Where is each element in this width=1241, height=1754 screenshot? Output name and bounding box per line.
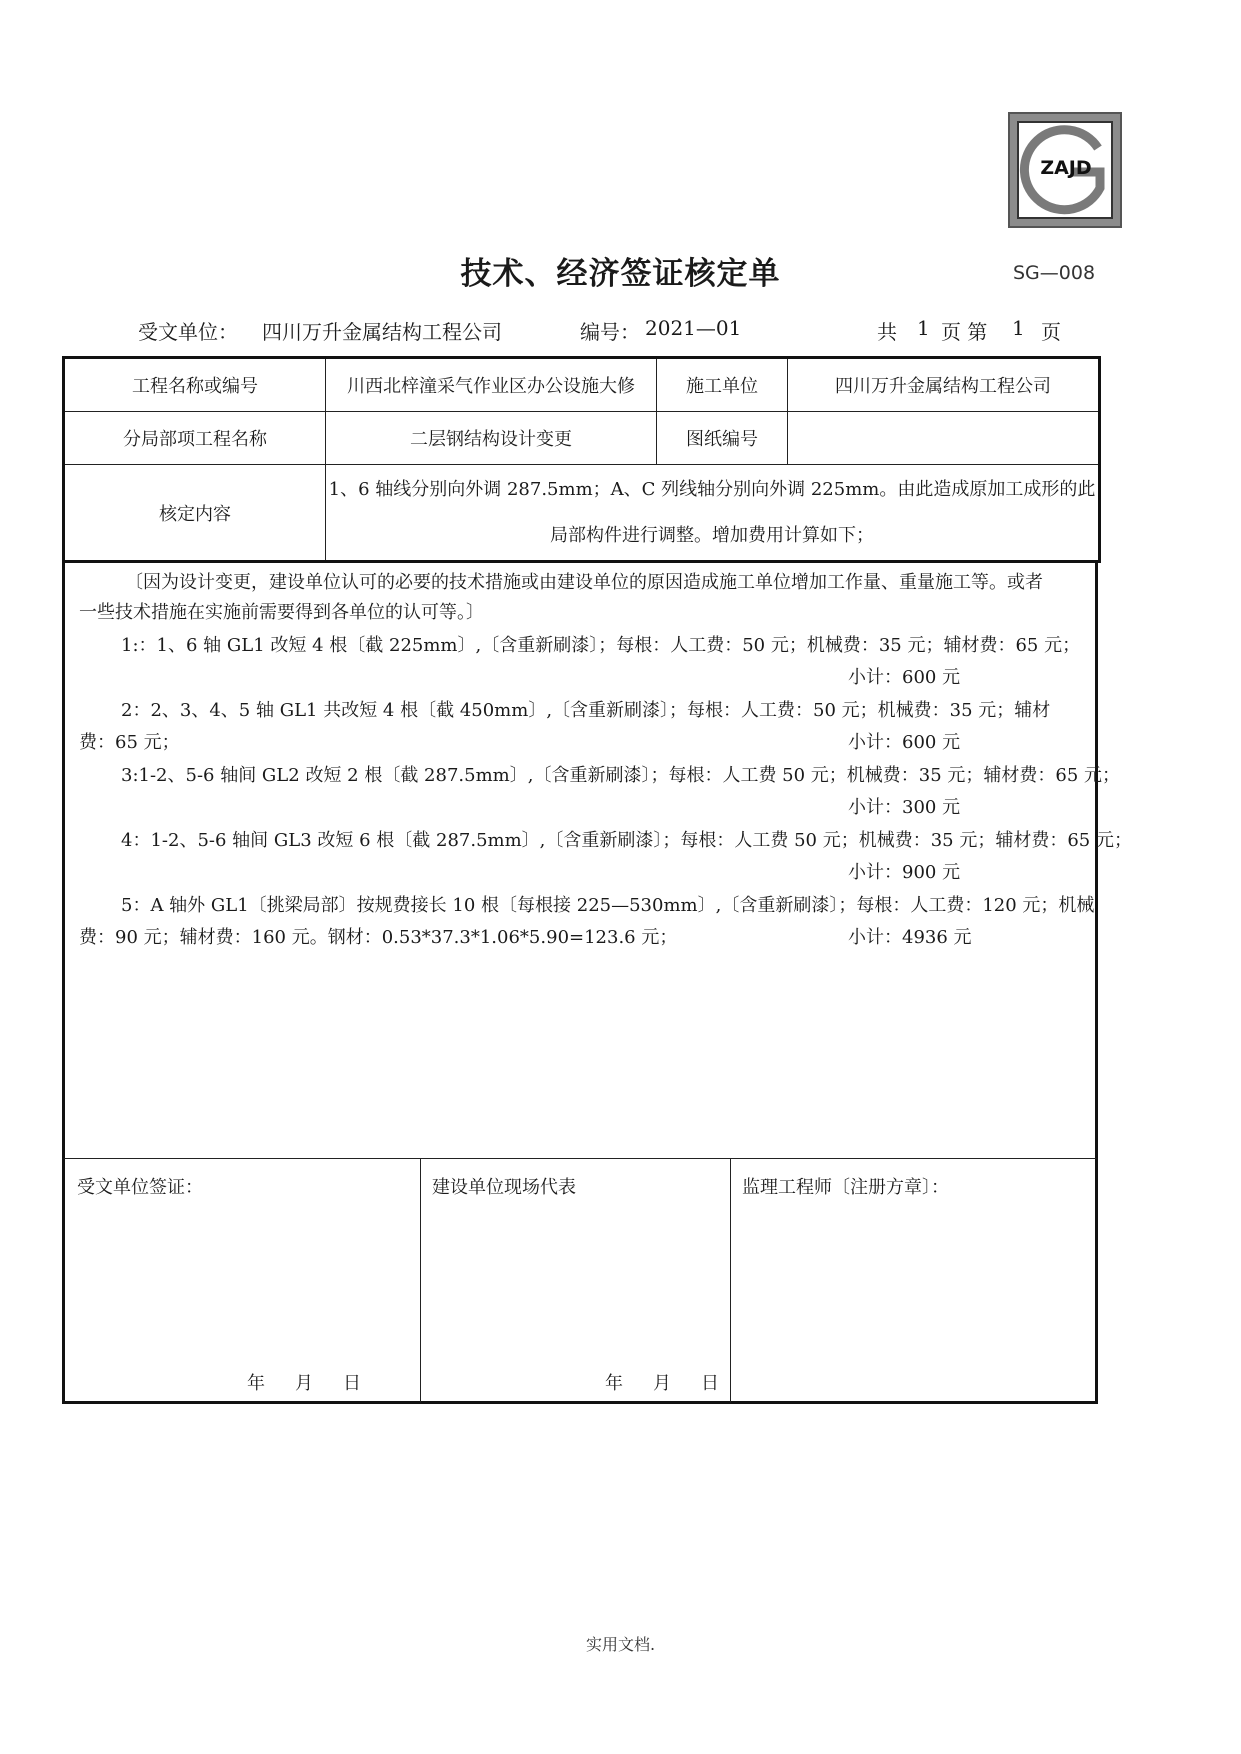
- form-code: SG—008: [1013, 262, 1096, 284]
- sign-year: 年: [605, 1373, 623, 1394]
- subproject-value: 二层钢结构设计变更: [326, 412, 657, 465]
- sign-day: 日: [701, 1373, 719, 1394]
- item-subtotal: 小计：300 元: [848, 797, 961, 818]
- item-line: 3:1-2、5-6 轴间 GL2 改短 2 根〔截 287.5mm〕,〔含重新刷漆〕；每根：人工费 50 元；机械费：35 元；辅材费：65 元；: [121, 765, 1121, 786]
- subproject-label: 分局部项工程名称: [64, 412, 326, 465]
- drawing-value: [788, 412, 1100, 465]
- contractor-label: 施工单位: [657, 358, 788, 412]
- content-line: 局部构件进行调整。增加费用计算如下；: [550, 524, 874, 546]
- note-line: 一些技术措施在实施前需要得到各单位的认可等。〕: [79, 602, 484, 623]
- note-line: 〔因为设计变更，建设单位认可的必要的技术措施或由建设单位的原因造成施工单位增加工作量、重量施工等。或者: [125, 572, 1043, 593]
- recipient-sign-label: 受文单位签证：: [77, 1177, 203, 1198]
- document-title: 技术、经济签证核定单: [460, 256, 781, 292]
- owner-rep-box: [420, 1158, 730, 1404]
- header-table: [62, 356, 1101, 563]
- sign-month: 月: [295, 1373, 313, 1394]
- page-current: 1: [1012, 316, 1025, 340]
- content-line: 1、6 轴线分别向外调 287.5mm；A、C 列线轴分别向外调 225mm。由此造成原加工成形的此: [328, 478, 1096, 500]
- body-section: [62, 560, 1132, 1158]
- logo-text: ZAJD: [1040, 157, 1092, 179]
- recipient-label: 受文单位：: [138, 320, 238, 344]
- item-line: 费：65 元；: [79, 732, 180, 753]
- footer-text: 实用文档.: [585, 1635, 656, 1654]
- item-subtotal: 小计：600 元: [848, 667, 961, 688]
- owner-rep-label: 建设单位现场代表: [432, 1177, 576, 1198]
- content-label: 核定内容: [64, 465, 326, 562]
- sign-year: 年: [247, 1373, 265, 1394]
- number-value: 2021—01: [645, 316, 742, 340]
- supervisor-box: [730, 1158, 1098, 1404]
- item-subtotal: 小计：600 元: [848, 732, 961, 753]
- item-line: 1:：1、6 轴 GL1 改短 4 根〔截 225mm〕,〔含重新刷漆〕；每根：人工费：50 元；机械费：35 元；辅材费：65 元；: [121, 635, 1081, 656]
- company-logo: [1008, 112, 1122, 228]
- item-line: 5：A 轴外 GL1〔挑梁局部〕按规费接长 10 根〔每根接 225—530mm〕,〔含重新刷漆〕；每根：人工费：120 元；机械: [121, 895, 1095, 916]
- sign-day: 日: [343, 1373, 361, 1394]
- item-subtotal: 小计：4936 元: [848, 927, 972, 948]
- recipient-sign-box: [62, 1158, 420, 1404]
- pages-total: 1: [917, 316, 930, 340]
- item-line: 2：2、3、4、5 轴 GL1 共改短 4 根〔截 450mm〕,〔含重新刷漆〕；每根：人工费：50 元；机械费：35 元；辅材: [121, 700, 1051, 721]
- item-line: 4：1-2、5-6 轴间 GL3 改短 6 根〔截 287.5mm〕,〔含重新刷漆〕；每根：人工费 50 元；机械费：35 元；辅材费：65 元；: [121, 830, 1132, 851]
- contractor-value: 四川万升金属结构工程公司: [788, 358, 1100, 412]
- number-label: 编号：: [580, 320, 640, 344]
- project-value: 川西北梓潼采气作业区办公设施大修: [326, 358, 657, 412]
- pages-total-label: 共: [877, 320, 897, 344]
- drawing-label: 图纸编号: [657, 412, 788, 465]
- supervisor-label: 监理工程师〔注册方章〕：: [742, 1177, 949, 1198]
- sign-month: 月: [653, 1373, 671, 1394]
- content-value: [326, 465, 1100, 562]
- project-label: 工程名称或编号: [64, 358, 326, 412]
- page-suffix: 页: [1041, 320, 1061, 344]
- page-label: 页 第: [941, 320, 988, 344]
- item-line: 费：90 元；辅材费：160 元。钢材：0.53*37.3*1.06*5.90=123.6 元；: [79, 927, 678, 948]
- recipient-value: 四川万升金属结构工程公司: [262, 320, 502, 344]
- item-subtotal: 小计：900 元: [848, 862, 961, 883]
